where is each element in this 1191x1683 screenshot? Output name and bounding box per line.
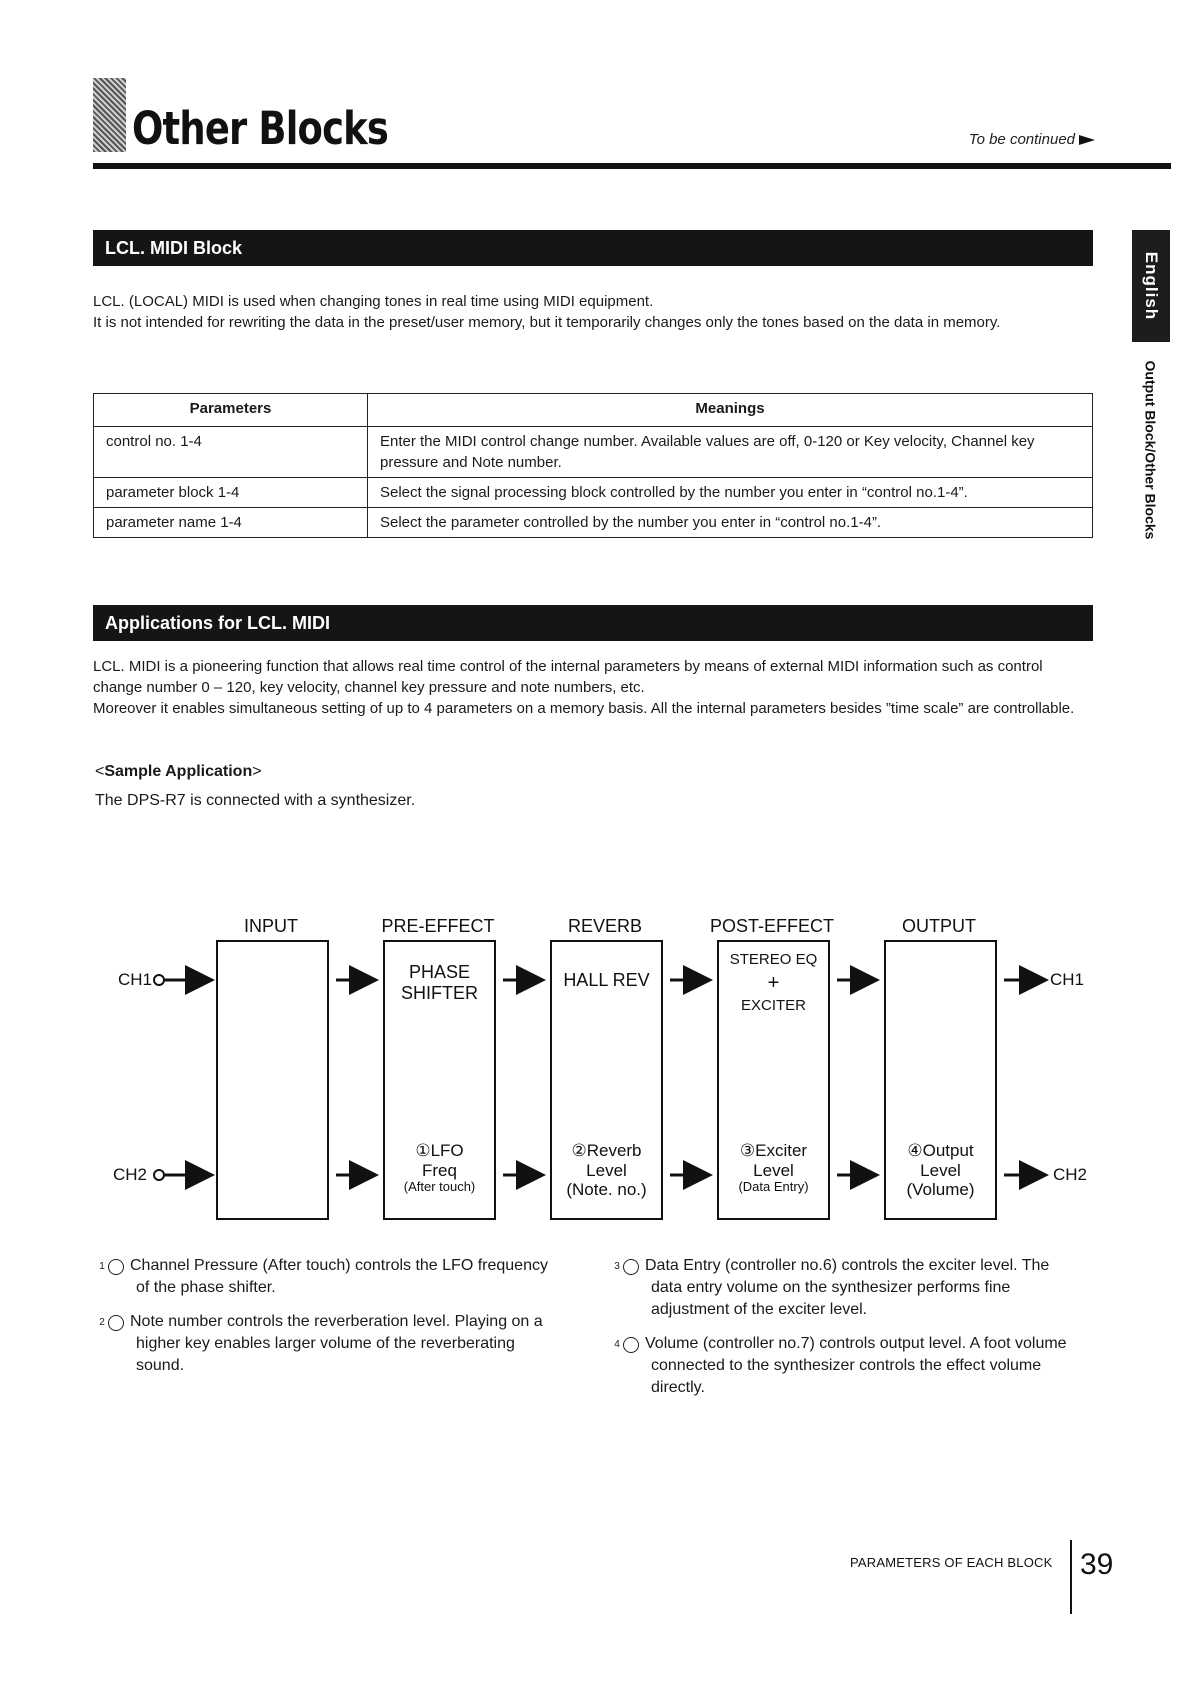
reverb-level-label bbox=[550, 1141, 663, 1200]
section-tab bbox=[1130, 350, 1170, 550]
intro-line-1: LCL. (LOCAL) MIDI is used when changing tones in real time using MIDI equipment. bbox=[93, 293, 654, 310]
table-cell: parameter name 1-4 bbox=[94, 508, 368, 538]
phase-shifter-line-1: PHASE bbox=[408, 962, 471, 982]
table-cell: parameter block 1-4 bbox=[94, 478, 368, 508]
table-header-meanings: Meanings bbox=[368, 394, 1093, 427]
stereo-eq-exciter-label bbox=[717, 950, 830, 1015]
title-marker-block bbox=[93, 78, 126, 152]
table-cell: Select the parameter controlled by the number you enter in “control no.1-4”. bbox=[368, 508, 1093, 538]
header-rule bbox=[93, 163, 1171, 169]
table-header-row bbox=[94, 394, 1093, 427]
applications-paragraph-1: LCL. MIDI is a pioneering function that allows real time control of the internal parameters by means of external MIDI information such as control change number 0 – 120, key velocity, channel key pressure and note numbers, etc. bbox=[93, 658, 1043, 696]
output-level-line-3: (Volume) bbox=[906, 1180, 975, 1200]
section-heading-applications: Applications for LCL. MIDI bbox=[93, 605, 1093, 641]
lcl-midi-intro bbox=[93, 291, 1093, 333]
output-level-line-1: ④Output bbox=[907, 1141, 974, 1160]
note-number-badge: 4 bbox=[623, 1337, 639, 1353]
column-post-effect: POST-EFFECT bbox=[709, 916, 834, 936]
plus-sign: + bbox=[767, 971, 780, 994]
diagram-notes-left bbox=[99, 1255, 548, 1377]
table-header-parameters: Parameters bbox=[94, 394, 368, 427]
input-block bbox=[216, 940, 329, 1220]
note-number-badge: 1 bbox=[108, 1259, 124, 1275]
exciter-level-line-2: Level bbox=[753, 1160, 794, 1180]
note-text: Channel Pressure (After touch) controls the LFO frequency of the phase shifter. bbox=[130, 1257, 548, 1296]
reverb-line-2: Level bbox=[586, 1160, 627, 1180]
column-reverb: REVERB bbox=[567, 916, 643, 936]
intro-line-2: It is not intended for rewriting the data in the preset/user memory, but it temporarily changes only the tones based on the data in memory. bbox=[93, 314, 1001, 331]
note-item bbox=[99, 1255, 548, 1299]
ch1-input-label: CH1 bbox=[118, 970, 153, 989]
parameters-table bbox=[93, 393, 1093, 538]
stereo-eq-line: STEREO EQ bbox=[729, 951, 818, 968]
note-number-badge: 3 bbox=[623, 1259, 639, 1275]
table-row bbox=[94, 508, 1093, 538]
arrow-right-icon bbox=[1079, 135, 1095, 145]
diagram-notes-right bbox=[614, 1255, 1078, 1399]
phase-shifter-label bbox=[383, 962, 496, 1003]
column-pre-effect: PRE-EFFECT bbox=[381, 916, 495, 936]
table-row bbox=[94, 478, 1093, 508]
signal-flow-diagram bbox=[93, 850, 1098, 1425]
footer-section-label: PARAMETERS OF EACH BLOCK bbox=[850, 1555, 1053, 1570]
exciter-line: EXCITER bbox=[740, 996, 806, 1014]
exciter-level-label bbox=[717, 1141, 830, 1195]
sample-application-description: The DPS-R7 is connected with a synthesizer. bbox=[95, 792, 416, 809]
ch2-input-jack-icon bbox=[154, 1170, 164, 1180]
note-item bbox=[99, 1311, 548, 1377]
sample-application-label: <Sample Application> bbox=[95, 763, 262, 780]
language-tab bbox=[1132, 230, 1170, 342]
note-text: Data Entry (controller no.6) controls the exciter level. The data entry volume on the synthesizer performs fine adjustment of the exciter level. bbox=[645, 1257, 1050, 1318]
phase-shifter-line-2: SHIFTER bbox=[400, 982, 478, 1003]
table-cell: Select the signal processing block controlled by the number you enter in “control no.1-4”. bbox=[368, 478, 1093, 508]
lfo-line-1: ①LFO bbox=[415, 1141, 464, 1160]
lfo-freq-label bbox=[383, 1141, 496, 1195]
page-title: Other Blocks bbox=[132, 102, 389, 155]
hall-rev-label: HALL REV bbox=[563, 970, 650, 990]
output-level-line-2: Level bbox=[920, 1160, 961, 1180]
ch1-input-jack-icon bbox=[154, 975, 164, 985]
lfo-line-2: Freq bbox=[422, 1160, 457, 1180]
table-cell: Enter the MIDI control change number. Available values are off, 0-120 or Key velocity, Channel key pressure and Note number. bbox=[368, 427, 1093, 478]
footer-divider bbox=[1070, 1540, 1072, 1614]
table-cell: control no. 1-4 bbox=[94, 427, 368, 478]
column-output: OUTPUT bbox=[902, 916, 976, 936]
continued-text: To be continued bbox=[968, 131, 1075, 148]
ch1-output-label: CH1 bbox=[1050, 970, 1085, 989]
exciter-level-line-3: (Data Entry) bbox=[738, 1179, 809, 1195]
continued-note bbox=[969, 131, 1095, 148]
note-item bbox=[614, 1255, 1078, 1321]
sample-application-title: Sample Application bbox=[104, 763, 253, 780]
table-row bbox=[94, 427, 1093, 478]
reverb-line-3: (Note. no.) bbox=[566, 1180, 647, 1200]
lfo-line-3: (After touch) bbox=[403, 1179, 476, 1195]
section-tab-label: Output Block/Other Blocks bbox=[1142, 360, 1159, 540]
note-number-badge: 2 bbox=[108, 1315, 124, 1331]
language-tab-label: English bbox=[1142, 251, 1161, 321]
applications-text bbox=[93, 656, 1093, 719]
section-heading-lcl-midi-block: LCL. MIDI Block bbox=[93, 230, 1093, 266]
ch2-output-label: CH2 bbox=[1053, 1165, 1088, 1184]
exciter-level-line-1: ③Exciter bbox=[739, 1141, 808, 1160]
ch2-input-label: CH2 bbox=[113, 1165, 148, 1184]
page-number: 39 bbox=[1080, 1548, 1114, 1581]
note-text: Note number controls the reverberation level. Playing on a higher key enables larger volume of the reverberating sound. bbox=[130, 1313, 543, 1374]
column-input: INPUT bbox=[244, 916, 298, 936]
output-level-label bbox=[884, 1141, 997, 1200]
note-text: Volume (controller no.7) controls output level. A foot volume connected to the synthesizer controls the effect volume directly. bbox=[645, 1335, 1067, 1396]
applications-paragraph-2: Moreover it enables simultaneous setting of up to 4 parameters on a memory basis. All the internal parameters besides ”time scale” are controllable. bbox=[93, 700, 1075, 717]
note-item bbox=[614, 1333, 1078, 1399]
reverb-line-1: ②Reverb bbox=[571, 1141, 642, 1160]
